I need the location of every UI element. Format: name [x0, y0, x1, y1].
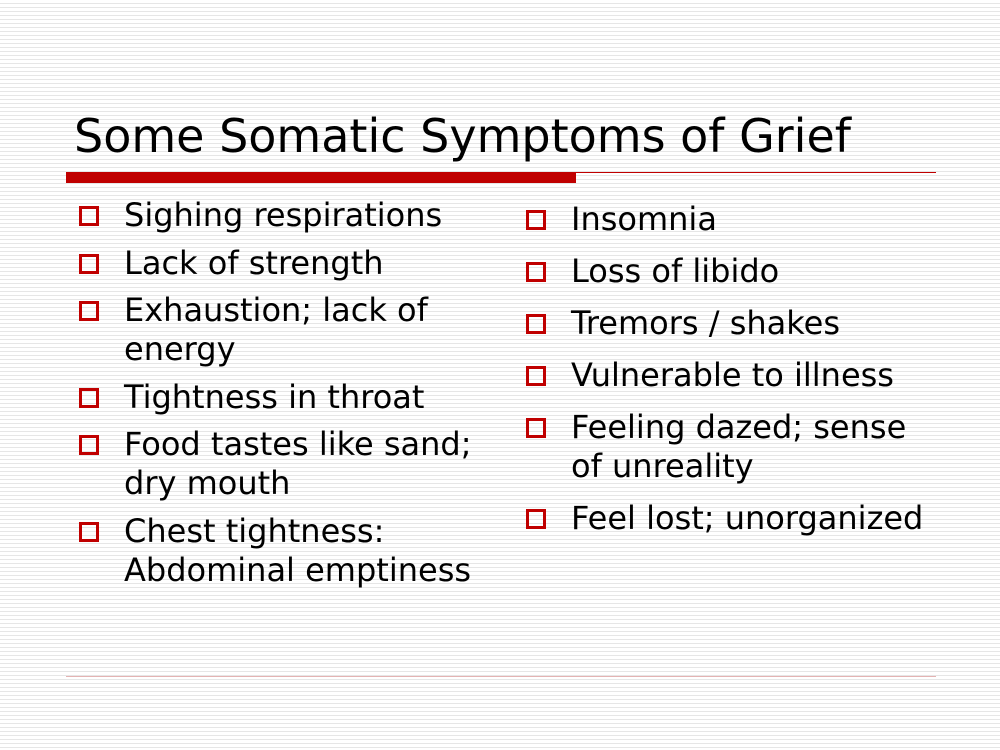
list-item-text: Loss of libido [571, 252, 780, 290]
list-item-text: Vulnerable to illness [571, 356, 894, 394]
list-item [521, 499, 941, 538]
list-item-text: Lack of strength [124, 243, 384, 282]
hollow-square-bullet-icon [79, 388, 99, 408]
hollow-square-bullet-icon [526, 509, 546, 529]
list-item-text: Feel lost; unorganized [571, 499, 924, 537]
hollow-square-bullet-icon [526, 418, 546, 438]
left-bullet-list [74, 196, 494, 598]
title-underline-thick [66, 172, 576, 183]
hollow-square-bullet-icon [526, 366, 546, 386]
right-bullet-list [521, 200, 941, 551]
list-item-text: Tightness in throat [124, 377, 425, 416]
footer-divider [66, 676, 936, 677]
hollow-square-bullet-icon [79, 522, 99, 542]
hollow-square-bullet-icon [526, 314, 546, 334]
slide-title: Some Somatic Symptoms of Grief [74, 109, 851, 163]
list-item [74, 512, 494, 590]
list-item-text: Insomnia [571, 200, 717, 238]
list-item [74, 244, 494, 283]
list-item [521, 200, 941, 239]
list-item [521, 304, 941, 343]
hollow-square-bullet-icon [526, 210, 546, 230]
list-item [521, 356, 941, 395]
list-item [74, 291, 494, 369]
hollow-square-bullet-icon [79, 301, 99, 321]
hollow-square-bullet-icon [79, 206, 99, 226]
hollow-square-bullet-icon [79, 435, 99, 455]
list-item-text: Exhaustion; lack of energy [124, 291, 428, 368]
list-item-text: Tremors / shakes [571, 304, 840, 342]
list-item [74, 196, 494, 235]
list-item-text: Sighing respirations [124, 196, 443, 234]
hollow-square-bullet-icon [526, 262, 546, 282]
list-item-text: Food tastes like sand; dry mouth [124, 425, 472, 502]
list-item-text: Chest tightness: Abdominal emptiness [124, 511, 472, 589]
list-item-text: Feeling dazed; sense of unreality [571, 408, 907, 485]
hollow-square-bullet-icon [79, 254, 99, 274]
list-item [521, 408, 941, 486]
list-item [74, 378, 494, 417]
list-item [521, 252, 941, 291]
list-item [74, 425, 494, 503]
